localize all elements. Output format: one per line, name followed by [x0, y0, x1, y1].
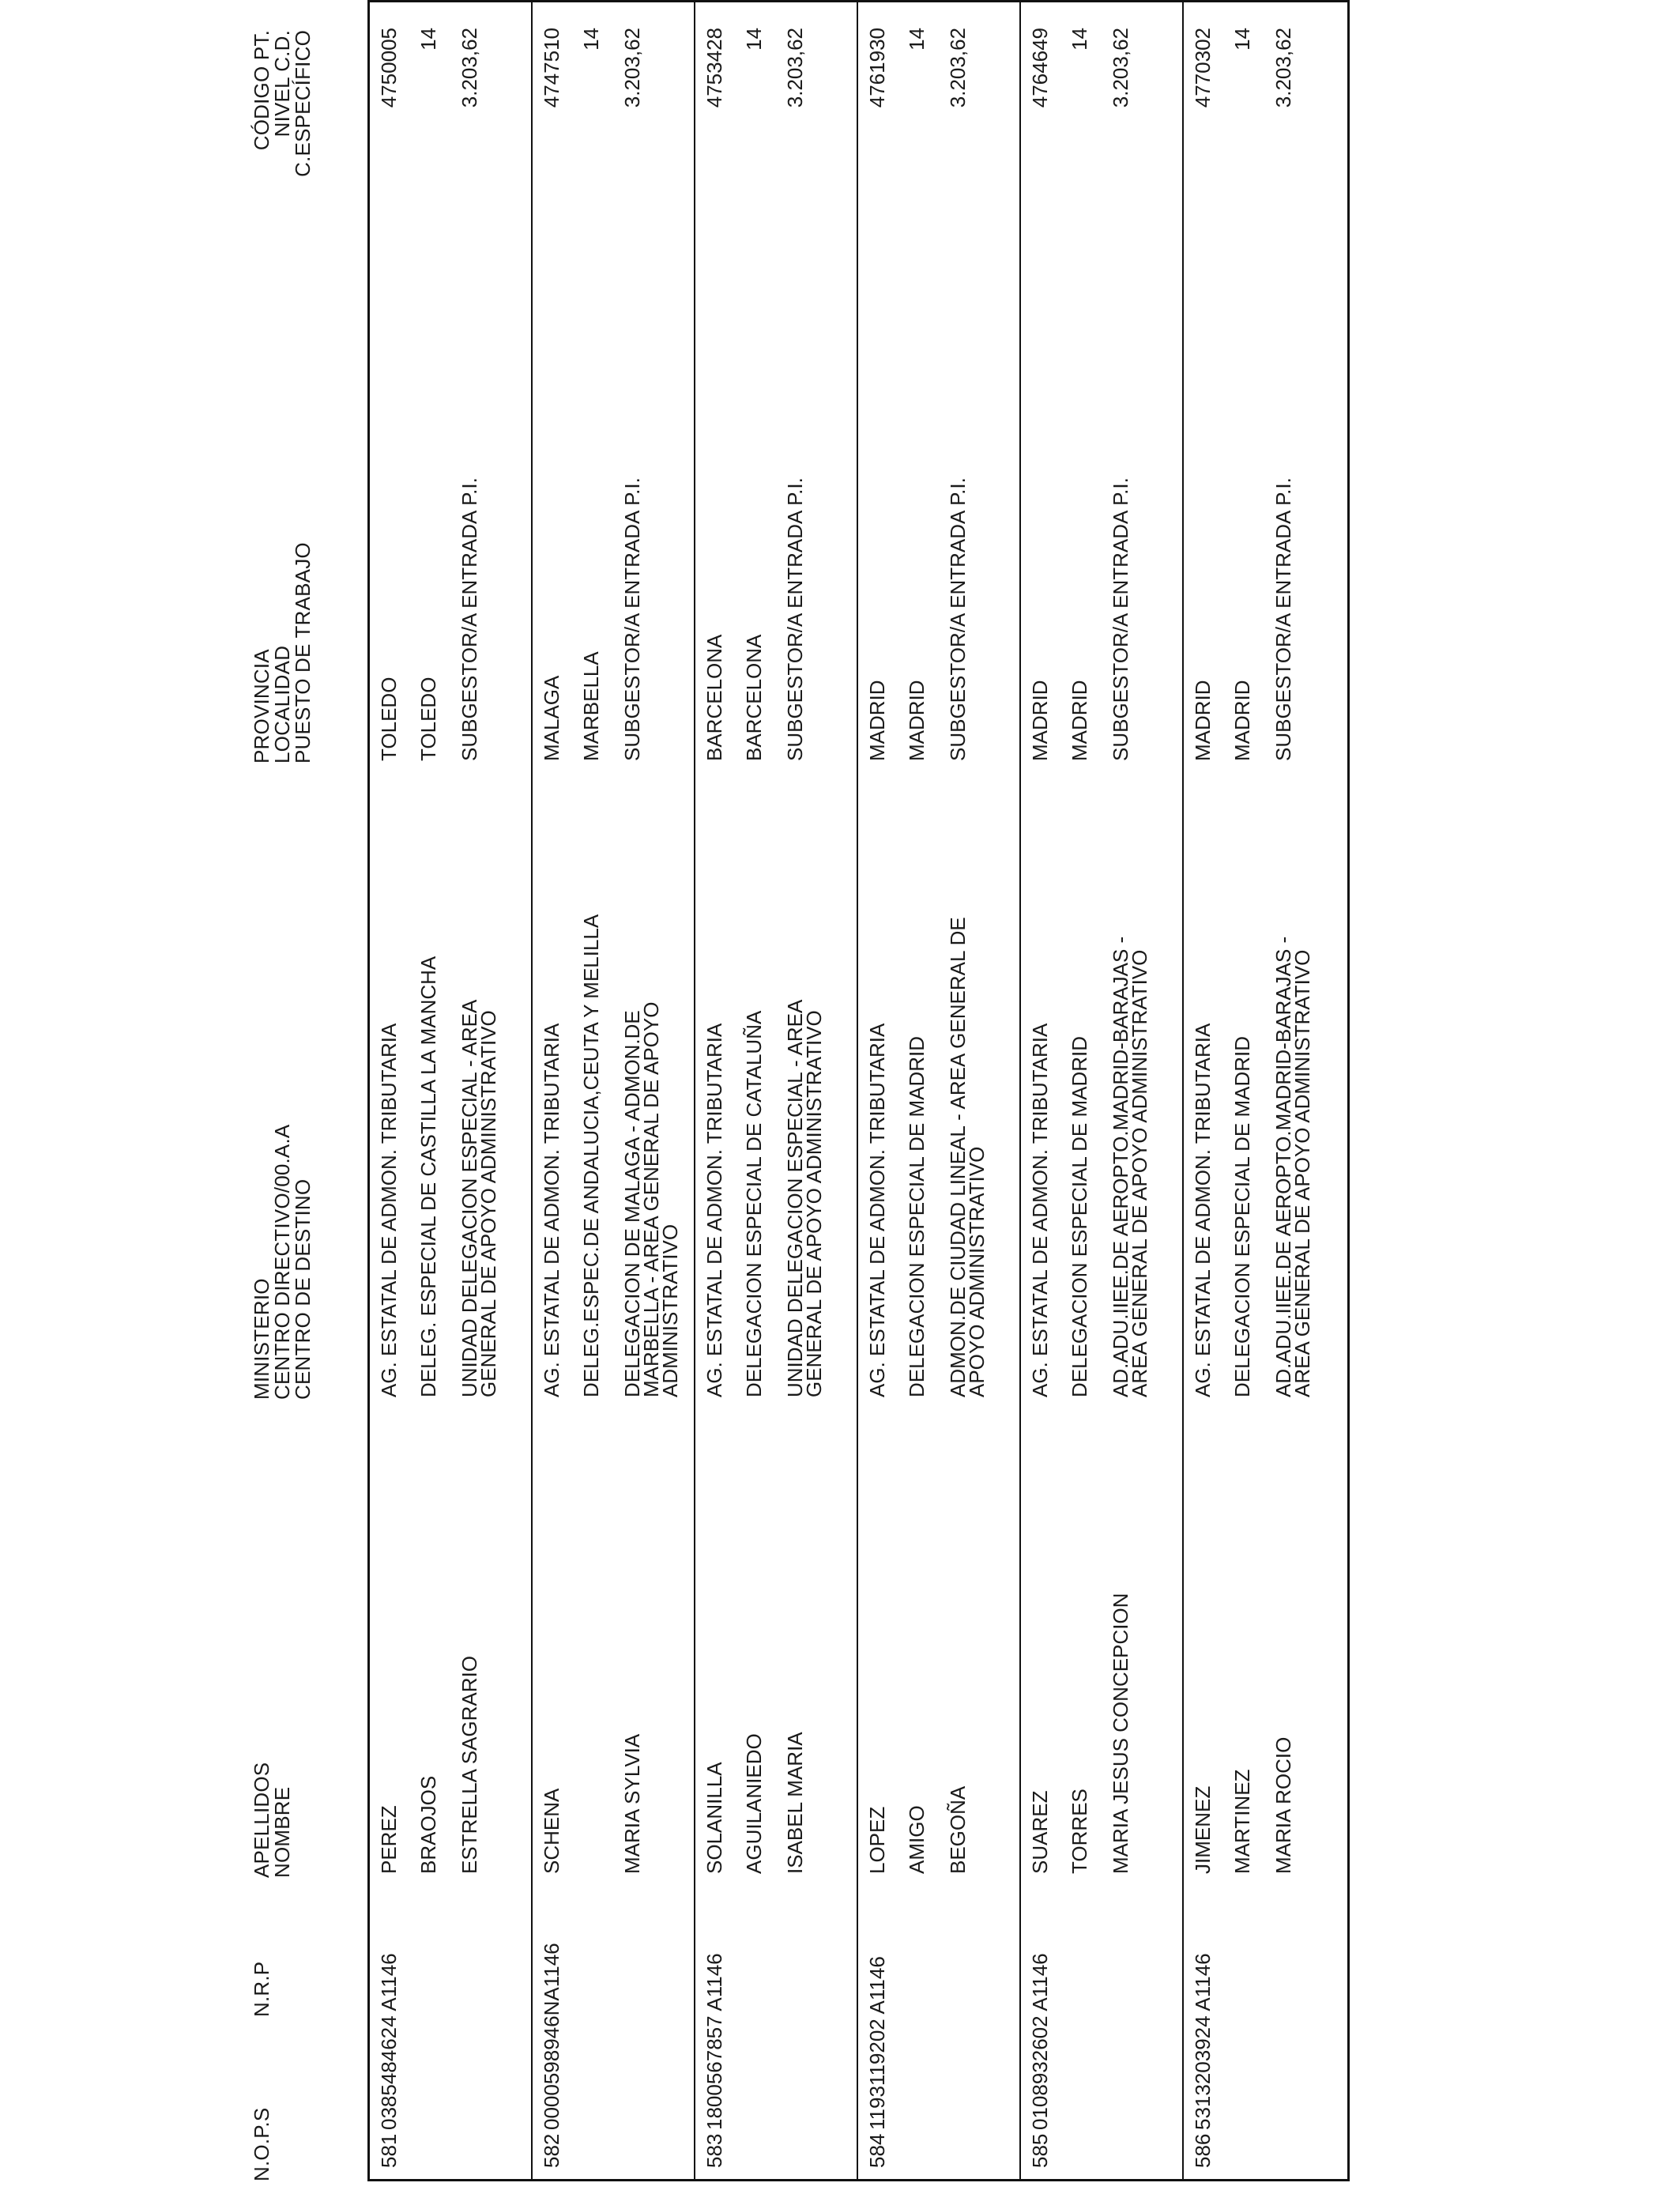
header-especifico-label: C.ESPECÍFICO	[291, 30, 315, 177]
record-centro-directivo: DELEGACION ESPECIAL DE MADRID	[1068, 1035, 1091, 1397]
record-nops: 581	[377, 2133, 401, 2168]
record-nops: 586	[1191, 2133, 1215, 2168]
record-centro-destino: DELEGACION DE MALAGA - ADMON.DE MARBELLA - AREA GENERAL DE APOYO ADMINISTRATIVO	[620, 1001, 682, 1397]
table-row	[695, 2, 858, 2179]
record-puesto: SUBGESTOR/A ENTRADA P.I.	[458, 477, 481, 761]
record-ministerio: AG. ESTATAL DE ADMON. TRIBUTARIA	[865, 1023, 889, 1397]
record-nrp: 0385484624 A1146	[377, 1953, 401, 2130]
record-puesto: SUBGESTOR/A ENTRADA P.I.	[783, 477, 807, 761]
header-apellidos-label: APELLIDOS	[250, 1762, 273, 1878]
record-nivel: 14	[579, 28, 603, 51]
header-nops-label: N.O.P.S	[250, 2107, 273, 2181]
record-puesto: SUBGESTOR/A ENTRADA P.I.	[1109, 477, 1132, 761]
record-apellido1: PEREZ	[377, 1805, 401, 1874]
record-nivel: 14	[1230, 28, 1254, 51]
record-especifico: 3.203,62	[783, 28, 807, 108]
header-nops	[251, 2108, 272, 2181]
record-ministerio: AG. ESTATAL DE ADMON. TRIBUTARIA	[540, 1023, 563, 1397]
record-localidad: MADRID	[905, 680, 929, 761]
record-puesto: SUBGESTOR/A ENTRADA P.I.	[1271, 477, 1295, 761]
record-nrp: 0000598946NA1146	[540, 1943, 563, 2130]
record-apellido1: SOLANILLA	[703, 1762, 726, 1874]
record-localidad: BARCELONA	[742, 634, 766, 761]
record-codigo: 4753428	[703, 28, 726, 108]
header-centro-directivo-label: CENTRO DIRECTIVO/00.A.A	[270, 1124, 294, 1400]
record-nombre: MARIA SYLVIA	[620, 1733, 644, 1874]
record-centro-destino: UNIDAD DELEGACION ESPECIAL - AREA GENERAL DE APOYO ADMINISTRATIVO	[458, 1001, 500, 1397]
record-localidad: MADRID	[1068, 680, 1091, 761]
record-provincia: TOLEDO	[377, 677, 401, 761]
record-puesto: SUBGESTOR/A ENTRADA P.I.	[946, 477, 970, 761]
record-apellido1: SUAREZ	[1028, 1790, 1052, 1874]
table-row	[1021, 2, 1184, 2179]
record-nops: 585	[1028, 2133, 1052, 2168]
record-nrp: 0108932602 A1146	[1028, 1953, 1052, 2130]
record-apellido1: JIMENEZ	[1191, 1785, 1215, 1874]
record-apellido2: BRAOJOS	[416, 1775, 440, 1874]
record-especifico: 3.203,62	[458, 28, 481, 108]
record-provincia: MADRID	[865, 680, 889, 761]
record-especifico: 3.203,62	[1109, 28, 1132, 108]
table-row	[1184, 2, 1347, 2179]
record-nombre: BEGOÑA	[946, 1785, 970, 1874]
header-puesto-label: PUESTO DE TRABAJO	[291, 542, 315, 763]
record-centro-directivo: DELEGACION ESPECIAL DE MADRID	[905, 1035, 929, 1397]
record-provincia: MALAGA	[540, 675, 563, 761]
record-centro-directivo: DELEG. ESPECIAL DE CASTILLA LA MANCHA	[416, 956, 440, 1397]
record-codigo: 4750005	[377, 28, 401, 108]
record-provincia: MADRID	[1191, 680, 1215, 761]
table-row	[370, 2, 533, 2179]
record-nivel: 14	[416, 28, 440, 51]
header-nrp-label: N.R.P	[250, 1961, 273, 2017]
record-ministerio: AG. ESTATAL DE ADMON. TRIBUTARIA	[1191, 1023, 1215, 1397]
record-localidad: MADRID	[1230, 680, 1254, 761]
header-codigo-label: CÓDIGO PT.	[250, 30, 273, 151]
record-nrp: 5313203924 A1146	[1191, 1953, 1215, 2130]
record-codigo: 4761930	[865, 28, 889, 108]
record-apellido2: AGUILANIEDO	[742, 1733, 766, 1874]
header-ministerio-label: MINISTERIO	[250, 1278, 273, 1400]
record-puesto: SUBGESTOR/A ENTRADA P.I.	[620, 477, 644, 761]
record-nombre: MARIA JESUS CONCEPCION	[1109, 1593, 1132, 1874]
record-apellido1: SCHENA	[540, 1788, 563, 1874]
record-provincia: BARCELONA	[703, 634, 726, 761]
record-centro-destino: UNIDAD DELEGACION ESPECIAL - AREA GENERAL DE APOYO ADMINISTRATIVO	[783, 1001, 826, 1397]
record-codigo: 4770302	[1191, 28, 1215, 108]
record-centro-destino: AD.ADU.IIEE.DE AEROPTO.MADRID-BARAJAS - AREA GENERAL DE APOYO ADMINISTRATIVO	[1271, 936, 1314, 1397]
record-apellido2: MARTINEZ	[1230, 1769, 1254, 1874]
record-ministerio: AG. ESTATAL DE ADMON. TRIBUTARIA	[1028, 1023, 1052, 1397]
record-nombre: ESTRELLA SAGRARIO	[458, 1656, 481, 1874]
header-provincia-label: PROVINCIA	[250, 649, 273, 763]
record-especifico: 3.203,62	[946, 28, 970, 108]
table-row	[533, 2, 695, 2179]
record-apellido2: AMIGO	[905, 1805, 929, 1874]
record-nops: 583	[703, 2133, 726, 2168]
record-nivel: 14	[742, 28, 766, 51]
record-nops: 584	[865, 2133, 889, 2168]
header-codigo-nivel-especifico	[251, 30, 313, 192]
record-nops: 582	[540, 2133, 563, 2168]
record-centro-directivo: DELEGACION ESPECIAL DE MADRID	[1230, 1035, 1254, 1397]
header-centro-destino-label: CENTRO DE DESTINO	[291, 1178, 315, 1400]
record-provincia: MADRID	[1028, 680, 1052, 761]
record-localidad: TOLEDO	[416, 677, 440, 761]
record-apellido2: TORRES	[1068, 1789, 1091, 1874]
header-nivel-label: NIVEL C.D.	[270, 30, 294, 138]
record-codigo: 4764649	[1028, 28, 1052, 108]
table-row	[858, 2, 1021, 2179]
record-centro-destino: AD.ADU.IIEE.DE AEROPTO.MADRID-BARAJAS - AREA GENERAL DE APOYO ADMINISTRATIVO	[1109, 936, 1151, 1397]
record-nivel: 14	[1068, 28, 1091, 51]
record-ministerio: AG. ESTATAL DE ADMON. TRIBUTARIA	[703, 1023, 726, 1397]
record-nivel: 14	[905, 28, 929, 51]
record-ministerio: AG. ESTATAL DE ADMON. TRIBUTARIA	[377, 1023, 401, 1397]
record-nrp: 1193119202 A1146	[865, 1956, 889, 2130]
record-apellido1: LOPEZ	[865, 1806, 889, 1874]
header-nrp	[251, 1962, 272, 2017]
header-nombre-label: NOMBRE	[270, 1786, 294, 1878]
record-especifico: 3.203,62	[1271, 28, 1295, 108]
header-localidad-label: LOCALIDAD	[270, 645, 294, 763]
record-centro-directivo: DELEG.ESPEC.DE ANDALUCIA,CEUTA Y MELILLA	[579, 914, 603, 1397]
record-centro-directivo: DELEGACION ESPECIAL DE CATALUÑA	[742, 1010, 766, 1397]
record-localidad: MARBELLA	[579, 651, 603, 761]
records-table	[367, 0, 1350, 2181]
record-nombre: ISABEL MARIA	[783, 1732, 807, 1874]
record-codigo: 4747510	[540, 28, 563, 108]
record-nrp: 1800567857 A1146	[703, 1953, 726, 2130]
header-ministerio-centro	[251, 1125, 313, 1400]
header-apellidos-nombre	[251, 1762, 292, 1878]
record-nombre: MARIA ROCIO	[1271, 1736, 1295, 1874]
header-provincia-localidad-puesto	[251, 542, 313, 763]
record-centro-destino: ADMON.DE CIUDAD LINEAL - AREA GENERAL DE APOYO ADMINISTRATIVO	[946, 917, 989, 1397]
record-especifico: 3.203,62	[620, 28, 644, 108]
